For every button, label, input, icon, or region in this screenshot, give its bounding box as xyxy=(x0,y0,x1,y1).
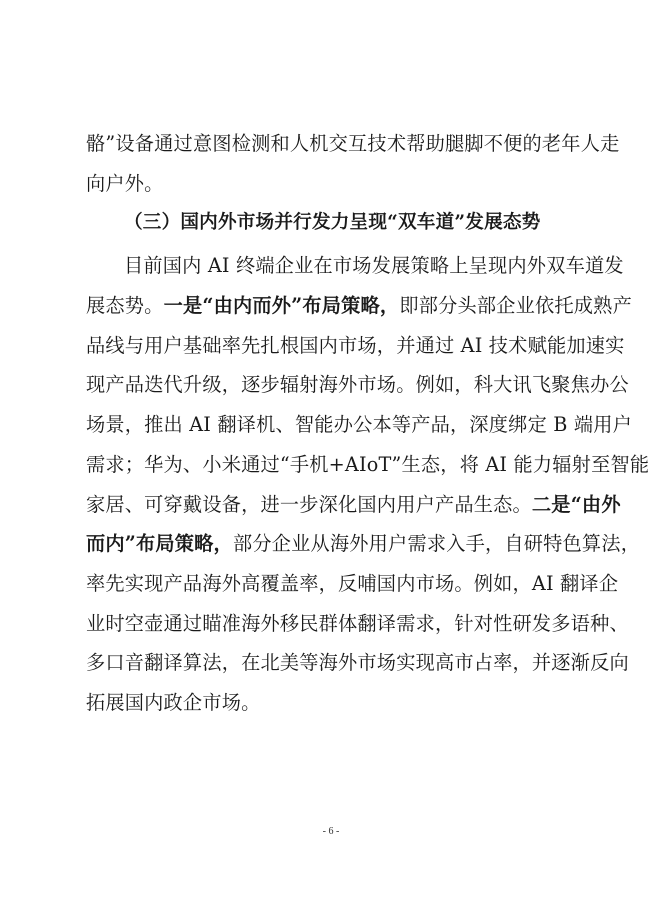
text-run: 部分企业从海外用户需求入手，自研特色算法， xyxy=(232,532,641,556)
text-run: 业时空壶通过瞄准海外移民群体翻译需求，针对性研发多语种、 xyxy=(86,611,629,635)
text-run: 率先实现产品海外高覆盖率，反哺国内市场。例如，AI 翻译企 xyxy=(86,571,619,595)
text-run: 即部分头部企业依托成熟产 xyxy=(399,294,632,318)
text-run: 目前国内 AI 终端企业在市场发展策略上呈现内外双车道发 xyxy=(124,254,624,278)
page-number: - 6 - xyxy=(322,826,340,837)
text-run: 场景，推出 AI 翻译机、智能办公本等产品，深度绑定 B 端用户 xyxy=(86,413,633,437)
paragraph-line xyxy=(86,485,621,525)
paragraph-line xyxy=(86,524,641,564)
paragraph-line xyxy=(86,365,629,405)
carryover-line-1: 骼”设备通过意图检测和人机交互技术帮助腿脚不便的老年人走 xyxy=(86,132,620,155)
text-run: 家居、可穿戴设备，进一步深化国内用户产品生态。 xyxy=(86,492,532,516)
text-run: 拓展国内政企市场。 xyxy=(86,690,261,714)
text-run: 品线与用户基础率先扎根国内市场，并通过 AI 技术赋能加速实 xyxy=(86,333,625,357)
text-run: 需求；华为、小米通过“手机+AIoT”生态，将 AI 能力辐射至智能 xyxy=(86,452,650,476)
paragraph-line xyxy=(86,564,619,604)
carryover-line-2: 向户外。 xyxy=(86,171,164,195)
bold-emphasis: 而内”布局策略， xyxy=(86,532,233,556)
text-run: 展态势。 xyxy=(86,294,164,318)
paragraph-line xyxy=(86,326,625,366)
paragraph-line xyxy=(86,286,632,326)
paragraph-line xyxy=(86,405,633,445)
bold-emphasis: 一是“由内而外”布局策略， xyxy=(163,294,400,318)
paragraph-line xyxy=(86,445,650,485)
section-heading: （三）国内外市场并行发力呈现“双车道”发展态势 xyxy=(124,212,541,234)
bold-emphasis: 二是“由外 xyxy=(531,492,621,516)
document-page xyxy=(86,124,650,723)
text-run: 现产品迭代升级，逐步辐射海外市场。例如，科大讯飞聚焦办公 xyxy=(86,373,629,397)
paragraph-line xyxy=(86,683,578,723)
text-run: 多口音翻译算法，在北美等海外市场实现高市占率，并逐渐反向 xyxy=(86,651,629,675)
paragraph-line xyxy=(86,604,629,644)
body-paragraph xyxy=(86,246,650,722)
paragraph-line xyxy=(86,643,629,683)
paragraph-line xyxy=(86,246,624,286)
